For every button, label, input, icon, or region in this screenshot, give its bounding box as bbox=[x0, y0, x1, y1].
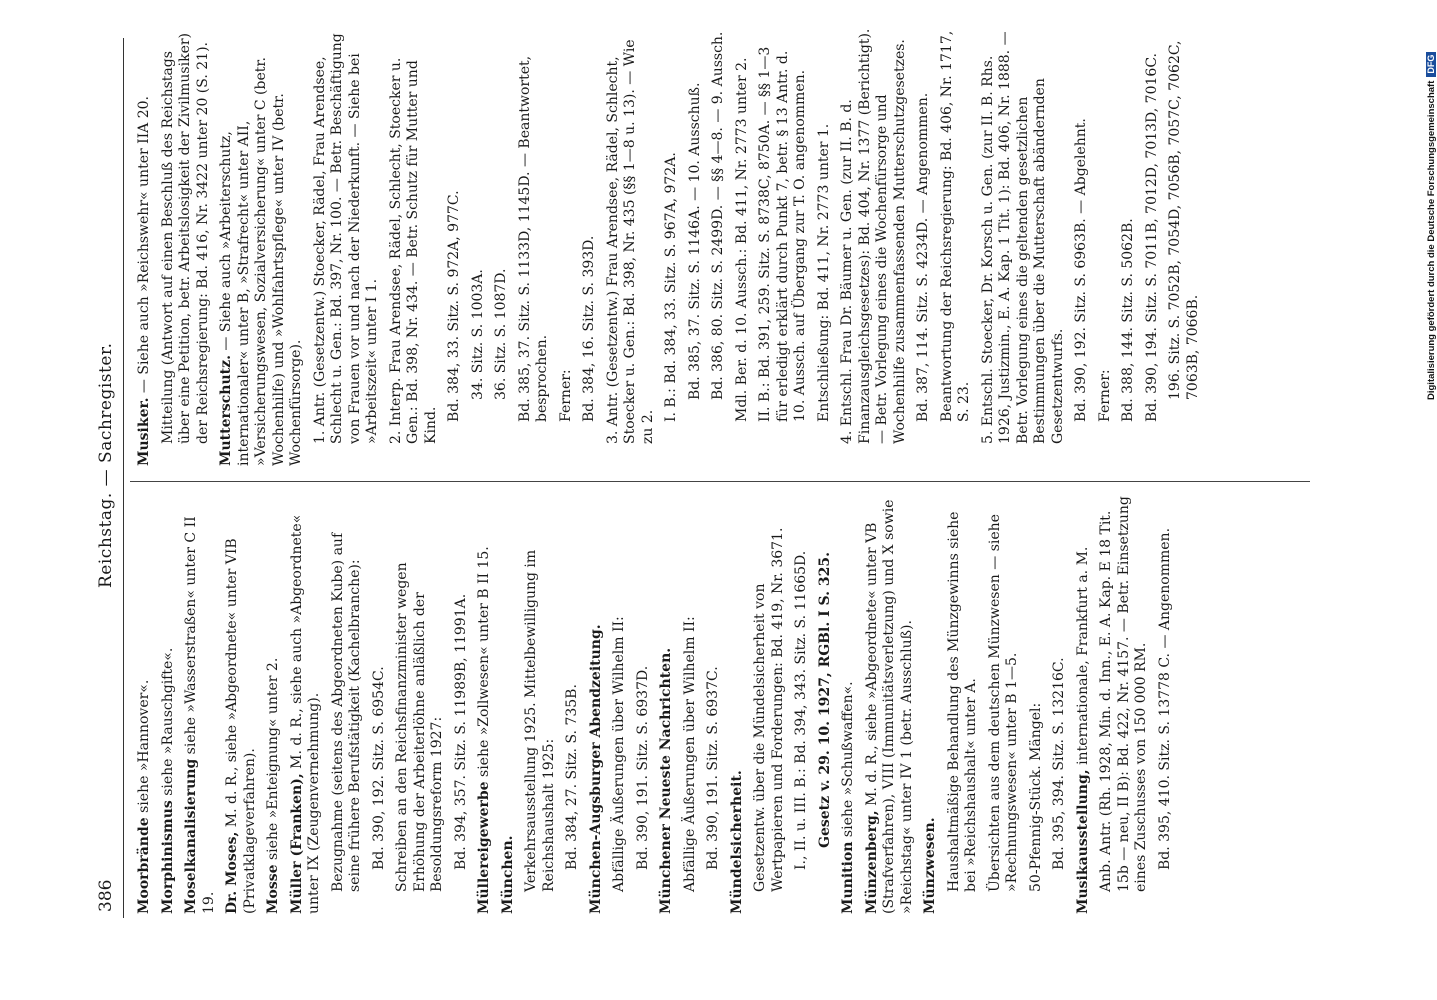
index-subentry bbox=[1157, 496, 1175, 914]
entry-text: Bd. 385, 37. Sitz. S. 1133D, 1145D. — Beantwortet, besprochen. bbox=[516, 55, 550, 422]
entry-headword: Musiker. bbox=[136, 397, 152, 466]
index-subentry bbox=[394, 496, 447, 914]
index-entry bbox=[1075, 496, 1093, 914]
page-number: 386 bbox=[96, 879, 116, 912]
entry-headword: Morphinismus bbox=[159, 800, 176, 914]
entry-text: Gesetz v. 29. 10. 1927, RGBl. I S. 325. bbox=[816, 552, 833, 848]
index-subentry bbox=[446, 26, 464, 466]
entry-headword: Moselkanalisierung bbox=[183, 758, 199, 914]
entry-text: M. d. R., siehe auch »Abgeordnete« unter IX (Zeugenvernehmung). bbox=[288, 514, 322, 914]
entry-text: Entschließung: Bd. 411, Nr. 2773 unter 1. bbox=[815, 123, 832, 422]
entry-headword: Münzwesen. bbox=[922, 817, 938, 914]
index-subentry bbox=[817, 496, 835, 914]
index-subentry bbox=[663, 26, 681, 466]
entry-text: I., II. u. III. B.: Bd. 394, 343. Sitz. S. 11665D. bbox=[793, 550, 809, 870]
entry-text: Abfällige Äußerungen über Wilhelm II: bbox=[611, 616, 627, 892]
index-entry bbox=[588, 496, 606, 914]
page-header bbox=[90, 0, 130, 948]
dfg-credit-sidebar bbox=[1408, 10, 1437, 410]
index-subentry bbox=[839, 26, 909, 466]
entry-text: Schreiben an den Reichsfinanzminister wegen Erhöhung der Arbeiterlöhne anläßlich der Besoldungsreform 1927: bbox=[394, 562, 445, 892]
entry-text: Bd. 395, 410. Sitz. S. 13778 C. — Angenommen. bbox=[1156, 527, 1173, 870]
entry-text: Bd. 385, 37. Sitz. S. 1146A. — 10. Ausschuß. bbox=[686, 82, 703, 400]
entry-text: II. B.: Bd. 391, 259. Sitz. S. 8738C, 8750A. — §§ 1—3 für erledigt erklärt durch Punkt 7, betr. § 13 Antr. d. 10. Aussch. auf Übergang zur T. O. angenommen. bbox=[757, 46, 808, 422]
entry-text: siehe »Enteignung« unter 2. bbox=[265, 657, 281, 861]
entry-text: Bd. 384, 27. Sitz. S. 735B. bbox=[564, 684, 580, 870]
entry-text: Gesetzentw. über die Mündelsicherheit von Wertpapieren und Forderungen: Bd. 419, Nr. 3671. bbox=[752, 527, 786, 892]
index-subentry bbox=[635, 496, 653, 914]
index-subentry bbox=[605, 26, 658, 466]
index-entry bbox=[160, 496, 178, 914]
entry-headword: München-Augsburger Abendzeitung. bbox=[587, 624, 604, 914]
dfg-credit bbox=[1426, 52, 1437, 400]
entry-text: 5. Entschl. Stoecker, Dr. Korsch u. Gen. (zur II. B. Rhs. 1926, Justizmin., E. A. Kap. 1 Tit. 1): Bd. 406, Nr. 1888. — Betr. Vorlegung eines die geltenden gesetzlichen Bestimmungen über die Mutterschaft abändernden Gesetzentwurfs. bbox=[979, 31, 1066, 444]
entry-text: Bd. 394, 357. Sitz. S. 11989B, 11991A. bbox=[452, 593, 469, 870]
entry-text: I. B.: Bd. 384, 33. Sitz. S. 967A, 972A. bbox=[663, 152, 679, 422]
entry-text: Mdl. Ber. d. 10. Aussch.: Bd. 411, Nr. 2773 unter 2. bbox=[733, 57, 750, 422]
index-entry bbox=[136, 26, 154, 466]
entry-headword: Mündelsicherheit. bbox=[728, 770, 745, 914]
index-entry bbox=[224, 496, 259, 914]
index-entry bbox=[729, 496, 747, 914]
index-subentry bbox=[1098, 496, 1151, 914]
entry-text: 2. Interp. Frau Arendsee, Rädel, Schlecht, Stoecker u. Gen.: Bd. 398, Nr. 434. — Betr. Schutz für Mutter und Kind. bbox=[387, 57, 439, 444]
entry-text: — Siehe auch »Reichswehr« unter IIA 20. bbox=[136, 95, 152, 394]
entry-headword: Munition bbox=[840, 841, 856, 914]
index-entry bbox=[864, 496, 917, 914]
index-subentry bbox=[558, 26, 576, 466]
dfg-logo: DFG bbox=[1426, 52, 1436, 77]
entry-text: Verkehrsausstellung 1925. Mittelbewilligung im Reichshaushalt 1925: bbox=[523, 549, 557, 892]
entry-text: 1. Antr. (Gesetzentw.) Stoecker, Rädel, Frau Arendsee, Schlecht u. Gen.: Bd. 397, Nr. 100. — Betr. Beschäftigung von Frauen vor und nach der Niederkunft. — Siehe bei »Arbeitszeit« unter I 1. bbox=[311, 33, 380, 444]
rotated-index-page bbox=[90, 0, 1320, 948]
index-subentry bbox=[682, 496, 700, 914]
index-subentry bbox=[1097, 26, 1115, 466]
entry-text: Anb. Antr. (Rh. 1928, Min. d. Inn., E. A. Kap. E 18 Tit. 15b — neu, II B): Bd. 422, Nr. 4157. — Betr. Einsetzung eines Zuschusses von 150 000 RM. bbox=[1098, 496, 1149, 892]
index-entry bbox=[922, 496, 940, 914]
index-subentry bbox=[1144, 26, 1162, 466]
entry-text: Bd. 390, 194. Sitz. S. 7011B, 7012D, 7013D, 7016C. bbox=[1143, 53, 1160, 422]
entry-text: Bd. 387, 114. Sitz. S. 4234D. — Angenommen. bbox=[915, 92, 931, 422]
entry-headword: Müller (Franken), bbox=[288, 773, 305, 914]
entry-text: Übersichten aus dem deutschen Münzwesen — siehe »Rechnungswesen« unter B 1—5. bbox=[986, 514, 1020, 892]
entry-text: Bd. 386, 80. Sitz. S. 2499D. — §§ 4—8. — 9. Aussch. bbox=[710, 31, 726, 400]
index-subentry bbox=[946, 496, 981, 914]
entry-text: — Siehe auch »Arbeiterschutz, internationaler« unter B, »Strafrecht« unter AII, »Versicherungswesen, Sozialversicherung« unter C (betr. Wochenhilfe) und »Wohlfahrtspflege« unter IV (betr. Wochenfürsorge). bbox=[218, 57, 304, 466]
index-subentry bbox=[330, 496, 365, 914]
index-subentry bbox=[470, 26, 488, 466]
entry-text: siehe »Schußwaffen«. bbox=[840, 681, 856, 838]
entry-text: Bd. 384, 16. Sitz. S. 393D. bbox=[581, 235, 597, 422]
left-column bbox=[136, 496, 1180, 914]
dfg-credit-text: Digitalisierung gefördert durch die Deutsche Forschungsgemeinschaft bbox=[1426, 80, 1437, 400]
entry-text: 34. Sitz. S. 1003A. bbox=[469, 269, 486, 400]
index-entry bbox=[658, 496, 676, 914]
entry-text: Mitteilung (Antwort auf einen Beschluß des Reichstags über eine Petition, betr. Arbeitslosigkeit der Zivilmusiker) der Reichsregierung: Bd. 416, Nr. 3422 unter 20 (S. 21). bbox=[159, 32, 211, 444]
header-rule bbox=[123, 38, 124, 918]
running-head: Reichstag. — Sachregister. bbox=[96, 342, 116, 588]
entry-headword: Dr. Moses, bbox=[224, 831, 240, 914]
entry-headword: Münchener Neueste Nachrichten. bbox=[658, 647, 674, 914]
index-entry bbox=[289, 496, 324, 914]
entry-headword: Musikausstellung, bbox=[1074, 769, 1091, 914]
index-subentry bbox=[734, 26, 752, 466]
index-subentry bbox=[752, 496, 787, 914]
entry-text: Bd. 390, 192. Sitz. S. 6963B. — Abgelehnt. bbox=[1073, 118, 1089, 422]
column-divider bbox=[130, 481, 1310, 482]
entry-text: 3. Antr. (Gesetzentw.) Frau Arendsee, Rädel, Schlecht, Stoecker u. Gen.: Bd. 398, Nr. 435 (§§ 1—8 u. 13). — Wie zu 2. bbox=[604, 39, 656, 444]
index-subentry bbox=[581, 26, 599, 466]
index-subentry bbox=[312, 26, 382, 466]
index-subentry bbox=[710, 26, 728, 466]
entry-text: 4. Entschl. Frau Dr. Bäumer u. Gen. (zur II. B. d. Finanzausgleichsgesetzes): Bd. 404, Nr. 1377 (Berichtigt). — Betr. Vorlegung eines die Wochenfürsorge und Wochenhilfe zusammenfassenden Mutterschutzgesetzes. bbox=[839, 28, 908, 444]
index-subentry bbox=[687, 26, 705, 466]
index-subentry bbox=[1073, 26, 1091, 466]
entry-text: Bd. 388, 144. Sitz. S. 5062B. bbox=[1120, 218, 1136, 422]
index-subentry bbox=[1051, 496, 1069, 914]
entry-text: Abfällige Äußerungen über Wilhelm II: bbox=[681, 616, 698, 892]
entry-text: siehe »Zollwesen« unter B II 15. bbox=[476, 546, 492, 777]
index-subentry bbox=[517, 26, 552, 466]
right-column bbox=[136, 26, 1208, 466]
index-subentry bbox=[987, 496, 1022, 914]
index-subentry bbox=[564, 496, 582, 914]
index-entry bbox=[840, 496, 858, 914]
entry-headword: Mosse bbox=[265, 864, 281, 914]
entry-text: Bezugnahme (seitens des Abgeordneten Kube) auf seine frühere Berufstätigkeit (Kachelbranche): bbox=[329, 532, 363, 892]
index-entry bbox=[500, 496, 518, 914]
index-subentry bbox=[371, 496, 389, 914]
entry-text: Ferner: bbox=[557, 369, 574, 422]
index-entry bbox=[218, 26, 306, 466]
entry-headword: Münzenberg, bbox=[863, 810, 880, 914]
entry-text: siehe »Hannover«. bbox=[136, 679, 152, 813]
entry-text: 36. Sitz. S. 1087D. bbox=[493, 268, 509, 400]
index-subentry bbox=[523, 496, 558, 914]
entry-text: Bd. 390, 191. Sitz. S. 6937D. bbox=[634, 665, 651, 870]
index-subentry bbox=[915, 26, 933, 466]
entry-text: siehe »Rauschgifte«. bbox=[159, 647, 176, 796]
index-subentry bbox=[611, 496, 629, 914]
entry-text: 50-Pfennig-Stück. Mängel: bbox=[1027, 702, 1044, 892]
entry-text: Bd. 384, 33. Sitz. S. 972A, 977C. bbox=[446, 190, 462, 422]
index-subentry bbox=[939, 26, 974, 466]
entry-headword: Moorbrände bbox=[136, 817, 152, 914]
index-subentry bbox=[493, 26, 511, 466]
index-entry bbox=[183, 496, 218, 914]
entry-headword: Müllereigewerbe bbox=[476, 781, 492, 914]
entry-text: siehe »Wasserstraßen« unter C II 19. bbox=[183, 516, 217, 914]
index-subentry bbox=[816, 26, 834, 466]
index-entry bbox=[476, 496, 494, 914]
index-subentry bbox=[453, 496, 471, 914]
entry-text: Bd. 390, 191. Sitz. S. 6937C. bbox=[705, 666, 721, 870]
index-subentry bbox=[1120, 26, 1138, 466]
entry-text: M. d. R., siehe »Abgeordnete« unter VB (Strafverfahren), VIII (Immunitätsverletzung) und X sowie »Reichstag« unter IV 1 (betr. Ausschluß). bbox=[863, 499, 915, 914]
entry-headword: München. bbox=[499, 835, 516, 914]
index-entry bbox=[265, 496, 283, 914]
index-subentry bbox=[388, 26, 441, 466]
index-subentry bbox=[980, 26, 1068, 466]
entry-text: Beantwortung der Reichsregierung: Bd. 406, Nr. 1717, S. 23. bbox=[938, 30, 972, 422]
entry-text: Bd. 390, 192. Sitz. S. 6954C. bbox=[370, 666, 387, 870]
entry-headword: Mutterschutz. bbox=[218, 355, 234, 466]
entry-text: 196. Sitz. S. 7052B, 7054D, 7056B, 7057C, 7062C, 7063B, 7066B. bbox=[1167, 40, 1201, 400]
index-entry bbox=[136, 496, 154, 914]
index-subentry bbox=[1167, 26, 1202, 466]
index-subentry bbox=[793, 496, 811, 914]
entry-text: Haushaltmäßige Behandlung des Münzgewinns siehe bei »Reichshaushalt« unter A. bbox=[945, 511, 979, 892]
index-subentry bbox=[705, 496, 723, 914]
entry-text: internationale, Frankfurt a. M. bbox=[1074, 546, 1091, 765]
entry-text: Ferner: bbox=[1096, 369, 1113, 422]
index-subentry bbox=[757, 26, 810, 466]
index-subentry bbox=[1028, 496, 1046, 914]
entry-text: M. d. R., siehe »Abgeordnete« unter VIB (Privatklageverfahren). bbox=[224, 538, 258, 914]
index-subentry bbox=[160, 26, 213, 466]
entry-text: Bd. 395, 394. Sitz. S. 13216C. bbox=[1051, 657, 1067, 870]
